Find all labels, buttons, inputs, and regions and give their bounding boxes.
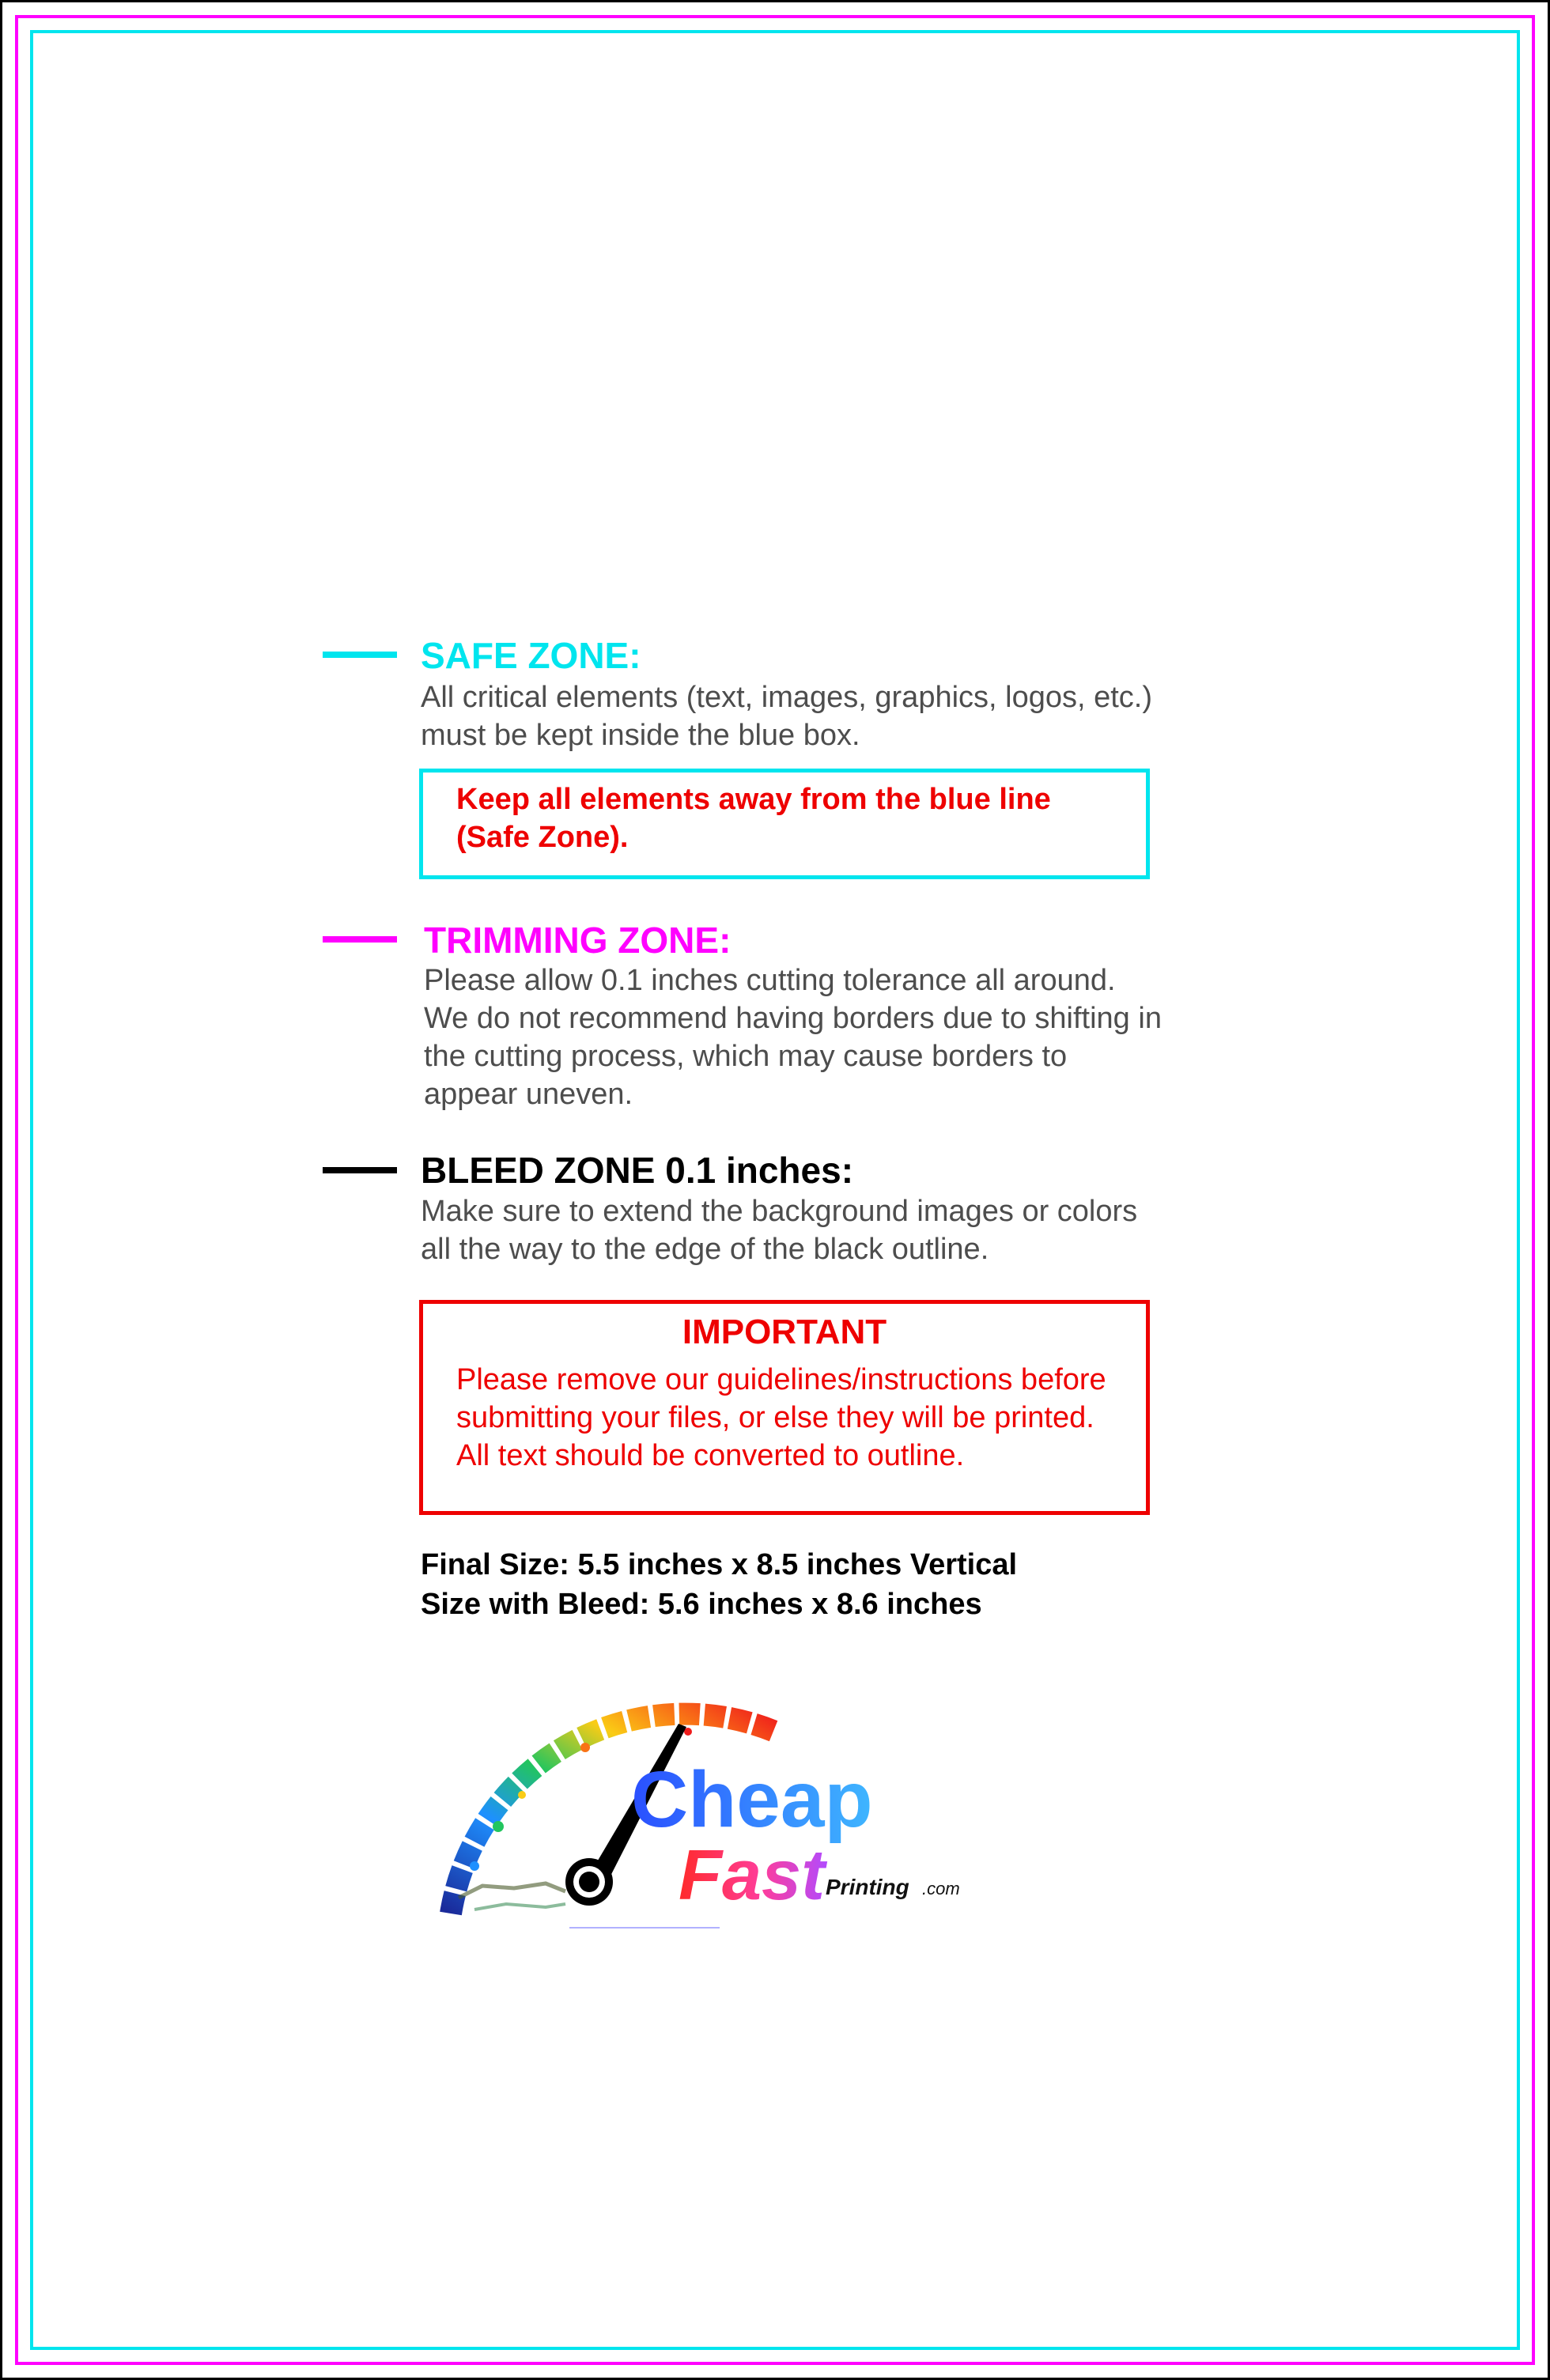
- safe-zone-callout-line: (Safe Zone).: [456, 821, 629, 854]
- safe-zone-callout-line: Keep all elements away from the blue line: [456, 783, 1051, 816]
- trimming-zone-description-line: appear uneven.: [424, 1078, 633, 1111]
- logo-word-printing: Printing: [826, 1875, 909, 1899]
- important-notice-title: IMPORTANT: [682, 1313, 887, 1351]
- safe-zone-description-line: must be kept inside the blue box.: [421, 719, 860, 752]
- safe-zone-description: [421, 678, 1152, 754]
- logo-word-cheap: Cheap: [631, 1755, 873, 1844]
- trimming-zone-legend-line: [323, 936, 397, 943]
- important-notice-line: All text should be converted to outline.: [456, 1439, 965, 1472]
- trimming-zone-description-line: We do not recommend having borders due to shifting in: [424, 1002, 1162, 1035]
- trimming-zone-description: [424, 961, 1162, 1113]
- bleed-zone-description: [421, 1192, 1137, 1268]
- safe-zone-callout-box: [419, 769, 1150, 879]
- important-notice-text: [456, 1361, 1106, 1475]
- safe-zone-description-line: All critical elements (text, images, graphics, logos, etc.): [421, 681, 1153, 714]
- size-info: [421, 1545, 1017, 1624]
- company-logo: [427, 1676, 981, 1945]
- safe-zone-callout-text: [456, 780, 1051, 856]
- important-notice-line: Please remove our guidelines/instructions before: [456, 1363, 1106, 1396]
- trimming-zone-title: TRIMMING ZONE:: [424, 920, 732, 961]
- important-notice-box: [419, 1300, 1150, 1515]
- logo-word-fast: Fast: [679, 1836, 826, 1915]
- bleed-size-text: Size with Bleed: 5.6 inches x 8.6 inches: [421, 1588, 982, 1621]
- trimming-zone-description-line: the cutting process, which may cause borders to: [424, 1040, 1068, 1073]
- final-size-text: Final Size: 5.5 inches x 8.5 inches Vertical: [421, 1548, 1018, 1581]
- trimming-zone-description-line: Please allow 0.1 inches cutting tolerance all around.: [424, 964, 1116, 997]
- important-notice-line: submitting your files, or else they will be printed.: [456, 1401, 1094, 1434]
- bleed-zone-description-line: Make sure to extend the background images or colors: [421, 1195, 1138, 1228]
- bleed-zone-title: BLEED ZONE 0.1 inches:: [421, 1150, 854, 1191]
- bleed-zone-legend-line: [323, 1167, 397, 1173]
- safe-zone-legend-line: [323, 652, 397, 658]
- logo-word-domain: .com: [922, 1879, 960, 1898]
- safe-zone-title: SAFE ZONE:: [421, 635, 641, 676]
- bleed-zone-description-line: all the way to the edge of the black outline.: [421, 1233, 989, 1266]
